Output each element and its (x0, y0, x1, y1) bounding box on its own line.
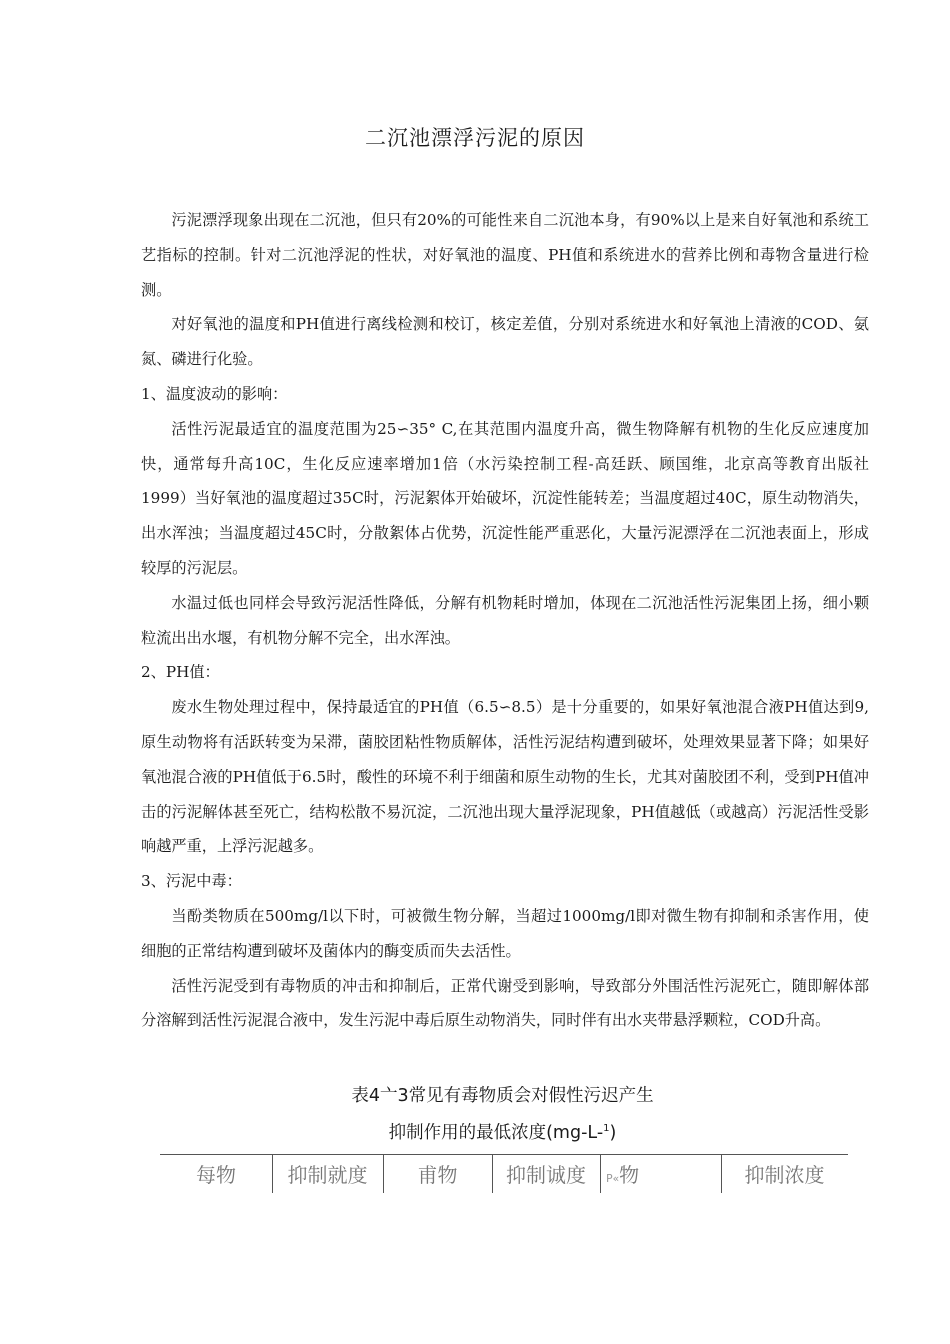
paragraph: 活性污泥最适宜的温度范围为25∽35° C,在其范围内温度升高，微生物降解有机物的生化反应速度加快，通常每升高10C，生化反应速率增加1倍（水污染控制工程-高廷跃、顾国维，北京高等教育出版社1999）当好氧池的温度超过35C时，污泥絮体开始破坏，沉淀性能转差；当温度超过40C，原生动物消失，出水浑浊；当温度超过45C时，分散絮体占优势，沉淀性能严重恶化，大量污泥漂浮在二沉池表面上，形成较厚的污泥层。 (141, 419, 869, 577)
paragraph: 活性污泥受到有毒物质的冲击和抑制后，正常代谢受到影响，导致部分外围活性污泥死亡，随即解体部分溶解到活性污泥混合液中，发生污泥中毒后原生动物消失，同时伴有出水夹带悬浮颗粒，COD升高。 (141, 976, 869, 1030)
paragraph: 水温过低也同样会导致污泥活性降低，分解有机物耗时增加，体现在二沉池活性污泥集团上扬，细小颗粒流出出水堰，有机物分解不完全，出水浑浊。 (141, 593, 869, 647)
table-caption-line2 (0, 1119, 950, 1144)
table-header-cell: 抑制就度 (287, 1163, 368, 1187)
section-heading: 1、温度波动的影响： (141, 384, 288, 403)
document-title: 二沉池漂浮污泥的原因 (365, 126, 585, 150)
table-caption-close: ) (609, 1123, 617, 1143)
paragraph: 废水生物处理过程中，保持最适宜的PH值（6.5∽8.5）是十分重要的，如果好氧池混合液PH值达到9,原生动物将有活跃转变为呆滞，菌胶团粘性物质解体，活性污泥结构遭到破坏，处理效果显著下降；如果好氧池混合液的PH值低于6.5时，酸性的环境不利于细菌和原生动物的生长，尤其对菌胶团不利，受到PH值冲击的污泥解体甚至死亡，结构松散不易沉淀，二沉池出现大量浮泥现象，PH值越低（或越高）污泥活性受影响越严重，上浮污泥越多。 (141, 698, 869, 856)
paragraph: 污泥漂浮现象出现在二沉池，但只有20%的可能性来自二沉池本身，有90%以上是来自好氧池和系统工艺指标的控制。针对二沉池浮泥的性状，对好氧池的温度、PH值和系统进水的营养比例和毒物含量进行检测。 (141, 211, 869, 299)
document-body (141, 203, 869, 1038)
table-header-cell: 每物 (196, 1163, 236, 1187)
table-header-row (160, 1155, 848, 1193)
paragraph: 当酚类物质在500mg/l以下时，可被微生物分解，当超过1000mg/l即对微生物有抑制和杀害作用，使细胞的正常结构遭到破坏及菌体内的酶变质而失去活性。 (141, 906, 869, 960)
table-header-cell: 抑制浓度 (744, 1163, 825, 1187)
table-header-cell: 抑制诚度 (506, 1163, 586, 1187)
table-header-prefix: P« (606, 1172, 620, 1185)
table-header-cell (600, 1155, 721, 1193)
table-caption-text: 抑制作用的最低浓度(mg-L- (388, 1123, 604, 1143)
section-heading: 2、PH值： (141, 663, 220, 682)
paragraph: 对好氧池的温度和PH值进行离线检测和校订，核定差值，分别对系统进水和好氧池上清液的COD、氨氮、磷进行化验。 (141, 315, 869, 369)
section-heading: 3、污泥中毒： (141, 872, 242, 891)
table-header-cell: 甫物 (417, 1163, 458, 1187)
table-header-text: 物 (619, 1163, 640, 1187)
table-caption: 表4亠3常见有毒物质会对假性污迟产生 (351, 1086, 654, 1106)
table-caption-superscript: 1 (603, 1123, 610, 1135)
